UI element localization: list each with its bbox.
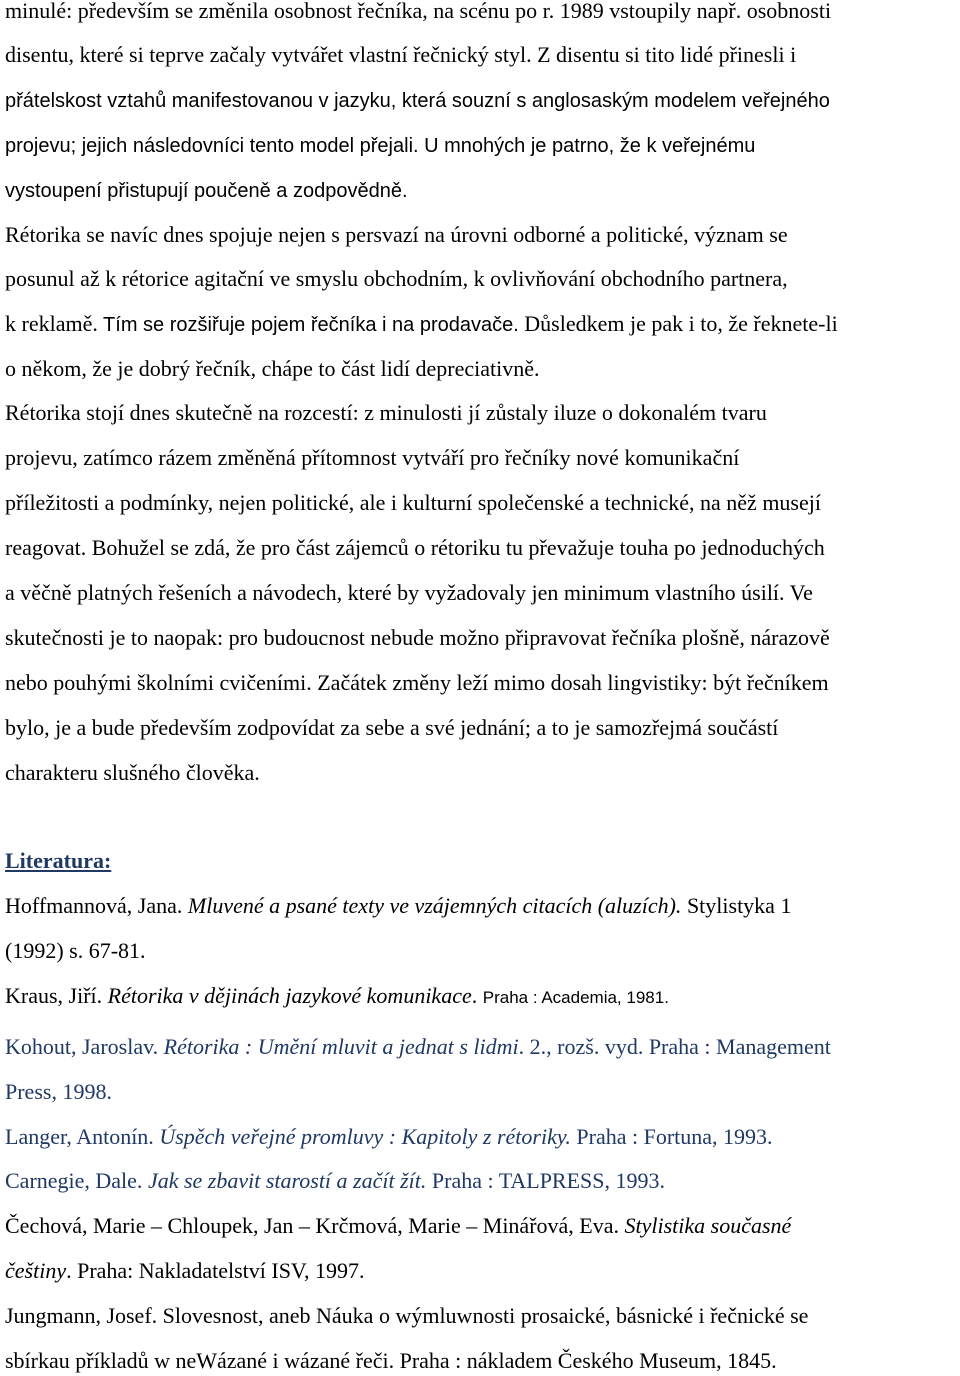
reference-publisher: Praha : Academia, 1981. xyxy=(482,988,669,1007)
text-run: Důsledkem je pak i to, že řeknete-li xyxy=(518,311,838,336)
paragraph-line: projevu, zatímco rázem změněná přítomnost vytváří pro řečníky nové komunikační xyxy=(5,445,740,470)
paragraph-line: charakteru slušného člověka. xyxy=(5,760,260,785)
paragraph-line: vystoupení přistupují poučeně a zodpovědně. xyxy=(5,180,408,202)
reference-source: . 2., rozš. vyd. Praha : Management xyxy=(518,1034,831,1059)
text-run: Tím se rozšiřuje pojem řečníka i na prodavače. xyxy=(97,314,519,336)
paragraph-line: nebo pouhými školními cvičeními. Začátek změny leží mimo dosah lingvistiky: být řečníkem xyxy=(5,670,829,695)
text-run: k reklamě. xyxy=(5,311,98,336)
reference-title: Jak se zbavit starostí a začít žít. xyxy=(147,1168,427,1193)
paragraph-line: a věčně platných řešeních a návodech, které by vyžadovaly jen minimum vlastního úsilí. Ve xyxy=(5,580,813,605)
reference-author: Kohout, Jaroslav. xyxy=(5,1034,164,1059)
reference-punctuation: . xyxy=(471,983,483,1008)
reference-author: Carnegie, Dale. xyxy=(5,1168,148,1193)
reference-title: Úspěch veřejné promluvy : Kapitoly z rétoriky. xyxy=(159,1124,571,1149)
reference-title: Rétorika : Umění mluvit a jednat s lidmi xyxy=(163,1034,519,1059)
reference-source: Praha : TALPRESS, 1993. xyxy=(426,1168,666,1193)
reference-author: Langer, Antonín. xyxy=(5,1124,160,1149)
reference-source: Stylistyka 1 xyxy=(681,893,792,918)
text-run: projevu; jejich následovníci tento model přejali. xyxy=(5,135,419,157)
paragraph-line: bylo, je a bude především zodpovídat za sebe a své jednání; a to je samozřejmá součástí xyxy=(5,715,779,740)
text-run: U mnohých je patrno, že k veřejnému xyxy=(418,135,756,157)
paragraph-line: přátelskost vztahů manifestovanou v jazyku, která souzní s anglosaským modelem veřejného xyxy=(5,90,830,112)
reference-entry xyxy=(5,1170,665,1192)
paragraph-line: skutečnosti je to naopak: pro budoucnost nebude možno připravovat řečníka plošně, nárazově xyxy=(5,625,830,650)
paragraph-line: Rétorika se navíc dnes spojuje nejen s persvazí na úrovni odborné a politické, význam se xyxy=(5,222,788,247)
reference-title: Stylistika současné xyxy=(624,1213,792,1238)
reference-author: Čechová, Marie – Chloupek, Jan – Krčmová, Marie – Minářová, Eva. xyxy=(5,1213,625,1238)
paragraph-line: o někom, že je dobrý řečník, chápe to část lidí depreciativně. xyxy=(5,356,540,381)
reference-entry-continued: Press, 1998. xyxy=(5,1079,112,1104)
reference-entry xyxy=(5,1215,791,1237)
paragraph-line: příležitosti a podmínky, nejen politické, ale i kulturní společenské a technické, na něž musejí xyxy=(5,490,821,515)
reference-entry: Jungmann, Josef. Slovesnost, aneb Náuka o wýmluwnosti prosaické, básnické i řečnické se xyxy=(5,1303,809,1328)
paragraph-line: posunul až k rétorice agitační ve smyslu obchodním, k ovlivňování obchodního partnera, xyxy=(5,266,788,291)
reference-source: Praha : Fortuna, 1993. xyxy=(570,1124,773,1149)
reference-entry-continued xyxy=(5,1260,364,1282)
reference-title: Rétorika v dějinách jazykové komunikace xyxy=(107,983,472,1008)
reference-entry-continued: sbírkau příkladů w neWázané i wázané řeči. Praha : nákladem Českého Museum, 1845. xyxy=(5,1348,777,1373)
reference-entry xyxy=(5,985,669,1007)
reference-title: Mluvené a psané texty ve vzájemných citacích (aluzích). xyxy=(187,893,682,918)
reference-source: . Praha: Nakladatelství ISV, 1997. xyxy=(66,1258,365,1283)
reference-title: češtiny xyxy=(5,1258,67,1283)
paragraph-line: reagovat. Bohužel se zdá, že pro část zájemců o rétoriku tu převažuje touha po jednoduchých xyxy=(5,535,825,560)
paragraph-line xyxy=(5,313,838,335)
reference-entry xyxy=(5,895,791,917)
paragraph-line: disentu, které si teprve začaly vytvářet vlastní řečnický styl. Z disentu si tito lidé přinesli i xyxy=(5,42,797,67)
paragraph-line: minulé: především se změnila osobnost řečníka, na scénu po r. 1989 vstoupily např. osobnosti xyxy=(5,0,832,23)
reference-author: Hoffmannová, Jana. xyxy=(5,893,188,918)
reference-entry xyxy=(5,1036,831,1058)
literature-heading: Literatura: xyxy=(5,848,112,873)
paragraph-line: Rétorika stojí dnes skutečně na rozcestí: z minulosti jí zůstaly iluze o dokonalém tvaru xyxy=(5,400,767,425)
reference-entry-continued: (1992) s. 67-81. xyxy=(5,938,146,963)
reference-author: Kraus, Jiří. xyxy=(5,983,108,1008)
paragraph-line xyxy=(5,136,755,156)
reference-entry xyxy=(5,1126,773,1148)
